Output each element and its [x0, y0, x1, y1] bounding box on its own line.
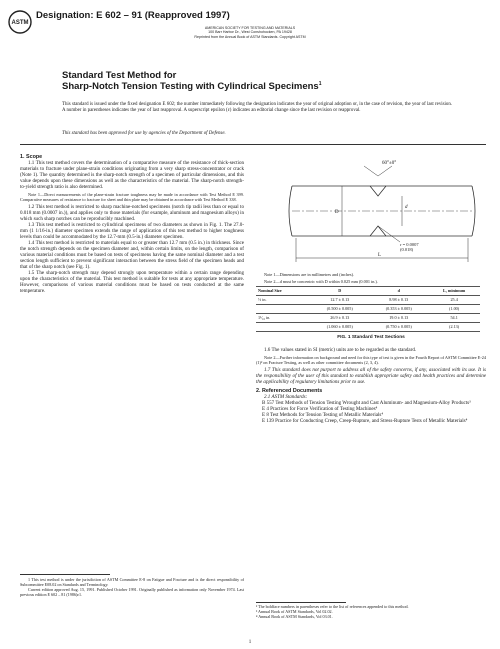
table-row: (1.060 ± 0.005) (0.750 ± 0.005) (2.13) [256, 323, 480, 332]
test-section-table: Nominal Size D d L, minimum ½ in. 12.7 ± 0.13 8.98 ± 0.13 25.4 (0.500 ± 0.005) (0.353 ± 0.005) (1.00) 1¹⁄₁₆ in. 26.9 ± 0.13 19.0 ± 0.13 54.1 (1.060 ± 0.005) (0.750 ± 0.005) (2.13) [256, 286, 480, 332]
footnote-1: 1 This test method is under the jurisdiction of ASTM Committee E-8 on Fatigue and Fracture and is the direct responsibility of Subcommittee E08.02 on Standards and Terminology. [20, 577, 244, 587]
note-2: Note 2—Further information on background and need for this type of test is given in the Fourth Report of ASTM Committee E-24 (1)² on Fracture Testing, as well as other committee documents (2, 3, 4). [256, 355, 486, 366]
paragraph-1-1: 1.1 This test method covers the determination of a comparative measure of the resistance of thick-section materials to fracture under plane-strain conditions originating from a very sharp stress-concentrator or crack (Note 1). The quantity determined is the sharp-notch strength of a specimen of particular dimensions, and this value depends upon these dimensions as well as the characteristics of the material. The sharp-notch strength-to-yield strength ratio is also determined. [20, 160, 244, 191]
section-heading-references: 2. Referenced Documents [256, 388, 323, 395]
paragraph-1-7: 1.7 This standard does not purport to address all of the safety concerns, if any, associated with its use. It is the responsibility of the user of this standard to establish appropriate safety and health practices and determine the applicability of regulatory limitations prior to use. [256, 367, 486, 386]
document-title-line1: Standard Test Method for [62, 70, 177, 81]
figure-caption: FIG. 1 Standard Test Sections [337, 335, 405, 341]
footnote-4: ⁴ Annual Book of ASTM Standards, Vol 03.01. [256, 613, 333, 619]
footnotes-right [256, 605, 486, 620]
figure-note-2: Note 2—d must be concentric with D within 0.025 mm (0.001 in.). [264, 279, 378, 285]
reference-item: E 8 Test Methods for Tension Testing of Metallic Materials⁴ [262, 412, 384, 419]
paragraph-1-4: 1.4 This test method is restricted to materials equal to or greater than 12.7 mm (0.5 in.) in thickness. Since the notch strength depends on the specimen diameter and, within certain limits, on the length, comparison of various material conditions must be based on tests of specimens having the same nominal diameter and a test section length sufficient to prevent significant interaction between the stress field of the specimen heads and that of the sharp notch (see Fig. 1). [20, 240, 244, 271]
paragraph-1-2: 1.2 This test method is restricted to sharp machine-notched specimens (notch tip radii less than or equal to 0.018 mm (0.0007 in.)), and applies only to those materials (for example, aluminum and magnesium alloys) in which such sharp notches can be reproducibly machined. [20, 204, 244, 223]
reference-item: B 557 Test Methods of Tension Testing Wrought and Cast Aluminum- and Magnesium-Alloy Products³ [262, 400, 471, 407]
publisher-info: AMERICAN SOCIETY FOR TESTING AND MATERIALS 100 Barr Harbor Dr., West Conshohocken, PA 19428 Reprinted from the Annual Book of ASTM Standards. Copyright ASTM [194, 26, 306, 39]
intro-note: This standard is issued under the fixed designation E 602; the number immediately following the designation indicates the year of original adoption or, in the case of revision, the year of last revision. A number in parentheses indicates the year of last reapproval. A superscript epsilon (ε) indicates an editorial change since the last revision or reapproval. [62, 102, 452, 113]
page-number: 1 [248, 640, 252, 645]
note-1: Note 1—Direct measurements of the plane-strain fracture toughness may be made in accordance with Test Method E 399. Comparative measures of resistance to fracture for sheet and thin plate may be obtained in accordance with Test Method E 338. [20, 192, 244, 203]
section-heading-scope: 1. Scope [20, 154, 43, 160]
table-row: (0.500 ± 0.005) (0.353 ± 0.005) (1.00) [256, 305, 480, 314]
footnotes-left [20, 578, 244, 598]
table-row: 1¹⁄₁₆ in. 26.9 ± 0.13 19.0 ± 0.13 54.1 [256, 314, 480, 323]
right-column [256, 270, 486, 424]
references-subheading: 2.1 ASTM Standards: [264, 394, 308, 401]
paragraph-1-5: 1.5 The sharp-notch strength may depend strongly upon temperature within a certain range depending upon the characteristics of the material. This test method is suitable for tests at any appropriate temperature. However, comparisons of various material conditions must be based on tests conducted at the same temperature. [20, 270, 244, 295]
notch-diameter-label: d [405, 205, 408, 210]
svg-text:ASTM: ASTM [11, 20, 29, 26]
footnote-2: ² The boldface numbers in parentheses refer to the list of references appended to this method. [256, 604, 409, 609]
figure-note-1: Note 1—Dimensions are in millimetres and (inches). [264, 272, 355, 277]
radius-label: r = 0.0007 [400, 242, 419, 247]
paragraph-1-6: 1.6 The values stated in SI (metric) units are to be regarded as the standard. [264, 347, 417, 354]
radius-label-inch: (0.018) [400, 247, 414, 252]
divider [20, 144, 486, 145]
table-row: ½ in. 12.7 ± 0.13 8.98 ± 0.13 25.4 [256, 296, 480, 305]
specimen-figure [282, 156, 486, 266]
diameter-label: D [335, 210, 339, 215]
footnote-3: ³ Annual Book of ASTM Standards, Vol 02.02. [256, 608, 333, 614]
document-title-line2: Sharp-Notch Tension Testing with Cylindrical Specimens$^1$ [62, 81, 322, 93]
paragraph-1-3: 1.3 This test method is restricted to cylindrical specimens of two diameters as shown in Fig. 1. The 27.0-mm (1 1/16-in.) diameter specimen extends the range of application of this test method to higher toughness levels than could be accommodated by the 12.7-mm (0.5-in.) diameter specimen. [20, 222, 244, 241]
footnote-1b: Current edition approved Aug. 15, 1991. Published October 1991. Originally published as information only November 1974. Last previous edition E 602 – 81 (1986)ε1. [20, 586, 244, 597]
length-label: L [378, 253, 382, 258]
approval-note: This standard has been approved for use by agencies of the Department of Defense. [62, 131, 226, 136]
footnote-divider [20, 574, 110, 575]
left-column [20, 154, 244, 294]
reference-item: E 4 Practices for Force Verification of Testing Machines⁴ [262, 406, 378, 413]
angle-label: 60°±0° [382, 161, 397, 166]
footnote-divider-right [256, 602, 346, 603]
designation: Designation: E 602 – 91 (Reapproved 1997) [36, 10, 230, 21]
reference-item: E 139 Practice for Conducting Creep, Creep-Rupture, and Stress-Rupture Tests of Metallic Materials⁴ [262, 418, 468, 425]
